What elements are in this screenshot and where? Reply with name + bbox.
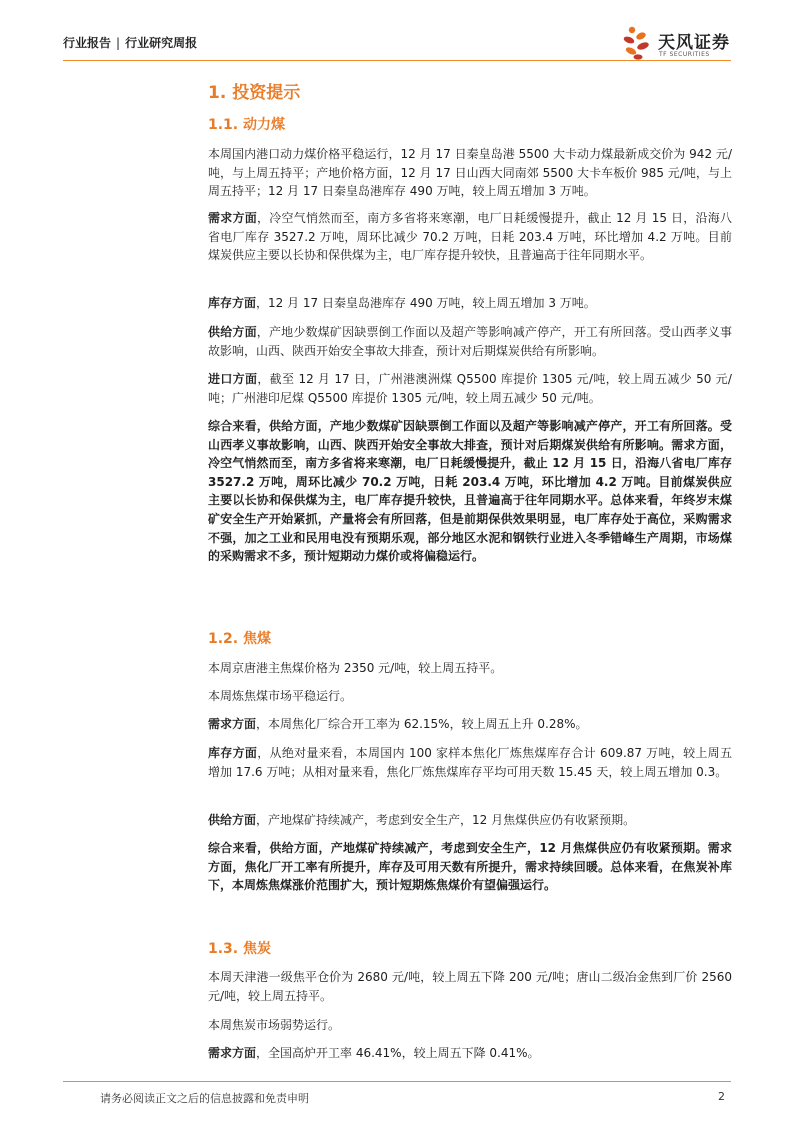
section-title-coke: 1.3. 焦炭 bbox=[208, 941, 271, 957]
logo-flower-icon bbox=[621, 24, 655, 62]
demand-label: 需求方面 bbox=[208, 1046, 257, 1060]
coking-market-paragraph: 本周炼焦煤市场平稳运行。 bbox=[208, 689, 353, 703]
coking-supply-paragraph bbox=[208, 811, 732, 830]
stock-text: ，12 月 17 日秦皇岛港库存 490 万吨，较上周五增加 3 万吨。 bbox=[256, 296, 596, 310]
import-text: ，截至 12 月 17 日，广州港澳洲煤 Q5500 库提价 1305 元/吨，较上周五减少 50 元/吨；广州港印尼煤 Q5500 库提价 1305 元/吨，较上周五减少 50 元/吨。 bbox=[208, 372, 732, 405]
header-rule bbox=[63, 60, 731, 61]
demand-label: 需求方面 bbox=[208, 211, 257, 225]
coke-price-paragraph: 本周天津港一级焦平仓价为 2680 元/吨，较上周五下降 200 元/吨；唐山二级冶金焦到厂价 2560 元/吨，较上周五持平。 bbox=[208, 970, 732, 1003]
category-separator: | bbox=[116, 36, 121, 50]
stock-text: ，从绝对量来看，本周国内 100 家样本焦化厂炼焦煤库存合计 609.87 万吨，较上周五增加 17.6 万吨；从相对量来看，焦化厂炼焦煤库存平均可用天数 15.45 天，较上周五增加 0.3。 bbox=[208, 746, 732, 779]
section-title-coking-coal: 1.2. 焦煤 bbox=[208, 631, 271, 647]
section-title-thermal-coal: 1.1. 动力煤 bbox=[208, 117, 285, 133]
thermal-demand-paragraph bbox=[208, 209, 732, 265]
section-title-investment: 1. 投资提示 bbox=[208, 83, 301, 103]
page-number: 2 bbox=[718, 1090, 725, 1103]
thermal-overview-paragraph: 本周国内港口动力煤价格平稳运行，12 月 17 日秦皇岛港 5500 大卡动力煤最新成交价为 942 元/吨，与上周五持平；产地价格方面，12 月 17 日山西大同南郊 5500 大卡车板价 985 元/吨，与上周五持平；12 月 17 日秦皇岛港库存 490 万吨，较上周五增加 3 万吨。 bbox=[208, 147, 732, 199]
logo-name: 天风证券 bbox=[658, 33, 730, 53]
import-label: 进口方面 bbox=[208, 372, 258, 386]
coking-price-paragraph: 本周京唐港主焦煤价格为 2350 元/吨，较上周五持平。 bbox=[208, 661, 503, 675]
supply-text: ，产地煤矿持续减产，考虑到安全生产，12 月焦煤供应仍有收紧预期。 bbox=[256, 813, 636, 827]
logo-subtitle: TF SECURITIES bbox=[659, 51, 710, 58]
demand-label: 需求方面 bbox=[208, 717, 257, 731]
company-logo bbox=[621, 24, 731, 64]
stock-label: 库存方面 bbox=[208, 296, 257, 310]
thermal-import-paragraph bbox=[208, 370, 732, 407]
coking-stock-paragraph bbox=[208, 744, 732, 781]
coke-demand-paragraph bbox=[208, 1044, 732, 1063]
demand-text: ，全国高炉开工率 46.41%，较上周五下降 0.41%。 bbox=[256, 1046, 540, 1060]
thermal-supply-paragraph bbox=[208, 323, 732, 360]
coking-summary-paragraph: 综合来看，供给方面，产地煤矿持续减产，考虑到安全生产，12 月焦煤供应仍有收紧预期。需求方面，焦化厂开工率有所提升，库存及可用天数有所提升，需求持续回暖。总体来看，在焦炭补库下，本周炼焦煤涨价范围扩大，预计短期炼焦煤价有望偏强运行。 bbox=[208, 841, 732, 893]
thermal-stock-paragraph bbox=[208, 294, 732, 313]
page-header bbox=[63, 30, 731, 60]
supply-label: 供给方面 bbox=[208, 325, 257, 339]
demand-text: ，冷空气悄然而至，南方多省将来寒潮，电厂日耗缓慢提升，截止 12 月 15 日，沿海八省电厂库存 3527.2 万吨，周环比减少 70.2 万吨，日耗 203.4 万吨，环比增加 4.2 万吨。目前煤炭供应主要以长协和保供煤为主，电厂库存提升较快，且普遍高于往年同期水平。 bbox=[208, 211, 732, 263]
demand-text: ，本周焦化厂综合开工率为 62.15%，较上周五上升 0.28%。 bbox=[256, 717, 588, 731]
subcategory-label: 行业研究周报 bbox=[125, 36, 198, 50]
thermal-summary-paragraph: 综合来看，供给方面，产地少数煤矿因缺票倒工作面以及超产等影响减产停产，开工有所回落。受山西孝义事故影响，山西、陕西开始安全事故大排查，预计对后期煤炭供给有所影响。需求方面，冷空气悄然而至，南方多省将来寒潮，电厂日耗缓慢提升，截止 12 月 15 日，沿海八省电厂库存 3527.2 万吨，周环比减少 70.2 万吨，日耗 203.4 万吨，环比增加 4.2 万吨。目前煤炭供应主要以长协和保供煤为主，电厂库存提升较快，且普遍高于往年同期水平。总体来看，年终岁末煤矿安全生产开始紧抓，产量将会有所回落，但是前期保供效果明显，电厂库存处于高位，采购需求不强，加之工业和民用电没有预期乐观，部分地区水泥和钢铁行业进入冬季错峰生产周期，市场煤的采购需求不多，预计短期动力煤价或将偏稳运行。 bbox=[208, 419, 732, 564]
footer-rule bbox=[63, 1081, 731, 1082]
footer-disclaimer: 请务必阅读正文之后的信息披露和免责申明 bbox=[100, 1092, 309, 1105]
report-category bbox=[63, 34, 197, 51]
stock-label: 库存方面 bbox=[208, 746, 258, 760]
supply-text: ，产地少数煤矿因缺票倒工作面以及超产等影响减产停产，开工有所回落。受山西孝义事故影响，山西、陕西开始安全事故大排查，预计对后期煤炭供给有所影响。 bbox=[208, 325, 732, 358]
supply-label: 供给方面 bbox=[208, 813, 257, 827]
category-label: 行业报告 bbox=[63, 36, 112, 50]
coke-market-paragraph: 本周焦炭市场弱势运行。 bbox=[208, 1018, 341, 1032]
coking-demand-paragraph bbox=[208, 715, 732, 734]
